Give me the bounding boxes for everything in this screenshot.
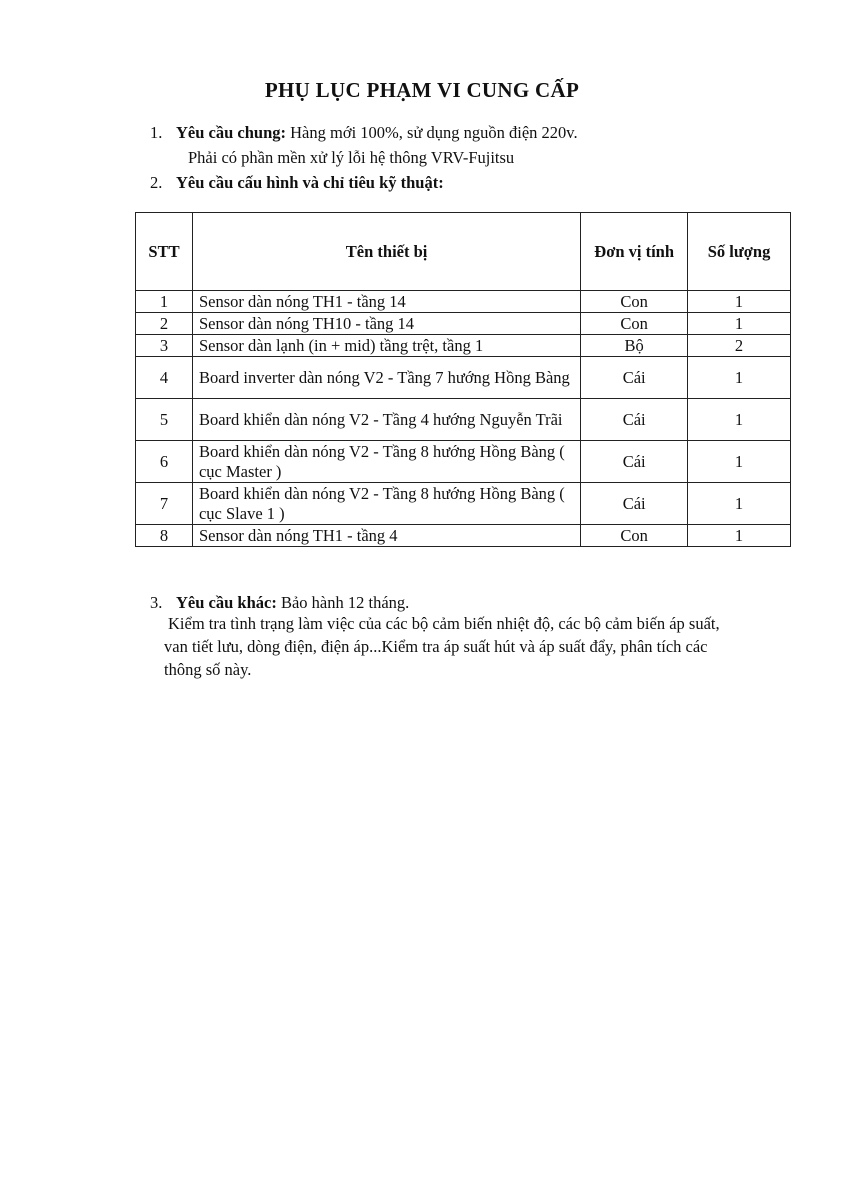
cell-qty: 1 [688, 357, 791, 399]
section-3 [150, 592, 409, 614]
table-row [136, 441, 791, 483]
cell-unit: Cái [581, 357, 688, 399]
section-1-heading: Yêu cầu chung: [176, 123, 287, 142]
section-3-number: 3. [150, 593, 163, 612]
section-3-heading: Yêu cầu khác: [176, 593, 277, 612]
table-row [136, 525, 791, 547]
table-row [136, 357, 791, 399]
table-header-row [136, 213, 791, 291]
section-1 [150, 122, 578, 144]
cell-stt: 8 [136, 525, 193, 547]
table-row [136, 313, 791, 335]
section-3-line-3: thông số này. [164, 660, 252, 679]
header-quantity: Số lượng [688, 213, 791, 291]
cell-qty: 1 [688, 399, 791, 441]
cell-qty: 1 [688, 525, 791, 547]
cell-unit: Con [581, 313, 688, 335]
cell-unit: Bộ [581, 335, 688, 357]
cell-stt: 7 [136, 483, 193, 525]
cell-stt: 2 [136, 313, 193, 335]
table-row [136, 291, 791, 313]
cell-qty: 1 [688, 483, 791, 525]
section-2-number: 2. [150, 173, 163, 192]
section-3-text: Bảo hành 12 tháng. [276, 593, 410, 612]
cell-name: Board khiển dàn nóng V2 - Tầng 8 hướng Hồng Bàng ( cục Slave 1 ) [192, 483, 580, 525]
cell-name: Sensor dàn nóng TH10 - tầng 14 [192, 313, 580, 335]
cell-qty: 1 [688, 313, 791, 335]
cell-stt: 4 [136, 357, 193, 399]
section-1-line-2: Phải có phần mền xử lý lỗi hệ thông VRV-Fujitsu [188, 148, 515, 167]
cell-name: Sensor dàn lạnh (in + mid) tầng trệt, tầng 1 [192, 335, 580, 357]
section-2-heading: Yêu cầu cấu hình và chỉ tiêu kỹ thuật: [176, 173, 444, 192]
cell-qty: 2 [688, 335, 791, 357]
cell-stt: 5 [136, 399, 193, 441]
cell-unit: Cái [581, 483, 688, 525]
cell-name: Board khiển dàn nóng V2 - Tầng 8 hướng Hồng Bàng ( cục Master ) [192, 441, 580, 483]
document-title: PHỤ LỤC PHẠM VI CUNG CẤP [264, 78, 580, 102]
cell-stt: 6 [136, 441, 193, 483]
header-device-name: Tên thiết bị [192, 213, 580, 291]
cell-qty: 1 [688, 441, 791, 483]
cell-stt: 1 [136, 291, 193, 313]
cell-unit: Con [581, 291, 688, 313]
table-row [136, 335, 791, 357]
header-stt: STT [136, 213, 193, 291]
section-2 [150, 172, 444, 194]
cell-name: Board khiển dàn nóng V2 - Tầng 4 hướng Nguyễn Trãi [192, 399, 580, 441]
cell-name: Board inverter dàn nóng V2 - Tầng 7 hướng Hồng Bàng [192, 357, 580, 399]
table-row [136, 399, 791, 441]
cell-name: Sensor dàn nóng TH1 - tầng 4 [192, 525, 580, 547]
header-unit: Đơn vị tính [581, 213, 688, 291]
table-row [136, 483, 791, 525]
cell-name: Sensor dàn nóng TH1 - tầng 14 [192, 291, 580, 313]
cell-unit: Cái [581, 399, 688, 441]
section-3-line-1: Kiểm tra tình trạng làm việc của các bộ cảm biến nhiệt độ, các bộ cảm biến áp suất, [168, 614, 720, 633]
cell-unit: Con [581, 525, 688, 547]
cell-unit: Cái [581, 441, 688, 483]
equipment-table [135, 212, 791, 547]
cell-stt: 3 [136, 335, 193, 357]
section-1-number: 1. [150, 123, 163, 142]
section-3-line-2: van tiết lưu, dòng điện, điện áp...Kiểm tra áp suất hút và áp suất đẩy, phân tích các [164, 637, 708, 656]
section-1-text: Hàng mới 100%, sử dụng nguồn điện 220v. [286, 123, 578, 142]
cell-qty: 1 [688, 291, 791, 313]
